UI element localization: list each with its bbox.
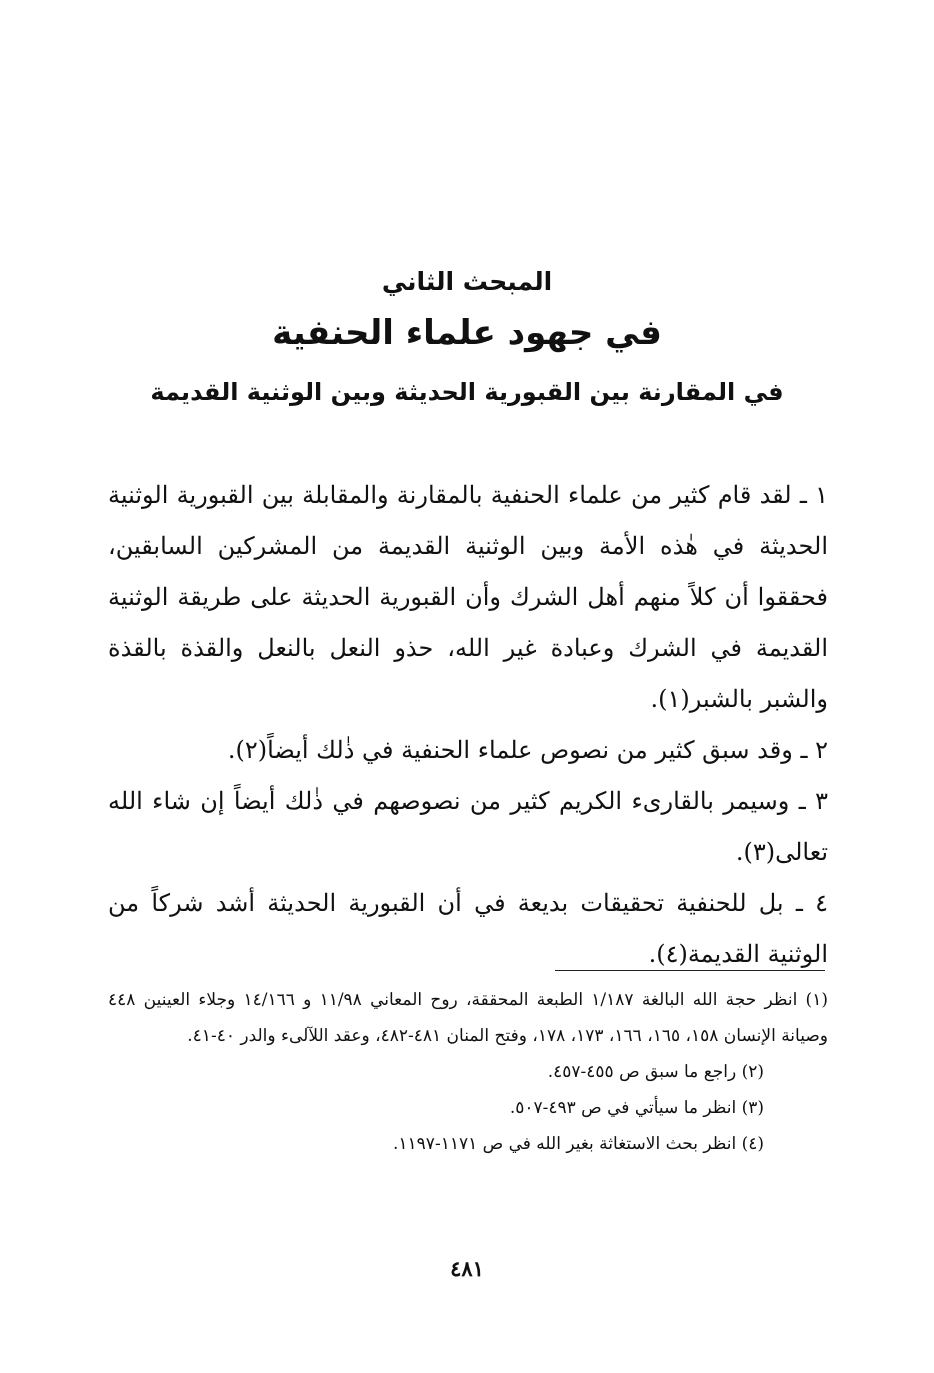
footnote-2: (٢) راجع ما سبق ص ٤٥٥-٤٥٧. — [547, 1062, 764, 1082]
footnote-3: (٣) انظر ما سيأتي في ص ٤٩٣-٥٠٧. — [509, 1098, 764, 1118]
footnotes — [108, 982, 828, 1162]
section-subsubtitle: في المقارنة بين القبورية الحديثة وبين الوثنية القديمة — [150, 378, 784, 406]
paragraph-2: ٢ ـ وقد سبق كثير من نصوص علماء الحنفية في ذٰلك أيضاً(٢). — [227, 736, 828, 764]
main-text — [108, 470, 828, 980]
page-number: ٤٨١ — [450, 1256, 484, 1281]
section-title: المبحث الثاني — [381, 267, 553, 296]
footnote-1: (١) انظر حجة الله البالغة ١/١٨٧ الطبعة المحققة، روح المعاني ١١/٩٨ و ١٤/١٦٦ وجلاء العينين ٤٤٨ وصيانة الإنسان ١٥٨، ١٦٥، ١٦٦، ١٧٣، ١٧٨، وفتح المنان ٤٨١-٤٨٢، وعقد اللآلىء والدر ٤٠-٤١. — [108, 990, 828, 1046]
paragraph-3: ٣ ـ وسيمر بالقارىء الكريم كثير من نصوصهم في ذٰلك أيضاً إن شاء الله تعالى(٣). — [108, 787, 828, 866]
footnote-4: (٤) انظر بحث الاستغاثة بغير الله في ص ١١٧١-١١٩٧. — [393, 1134, 764, 1154]
paragraph-4: ٤ ـ بل للحنفية تحقيقات بديعة في أن القبورية الحديثة أشد شركاً من الوثنية القديمة(٤). — [108, 889, 828, 968]
footnote-divider — [555, 970, 825, 971]
paragraph-1: ١ ـ لقد قام كثير من علماء الحنفية بالمقارنة والمقابلة بين القبورية الوثنية الحديثة في هٰذه الأمة وبين الوثنية القديمة من المشركين السابقين، فحققوا أن كلاً منهم أهل الشرك وأن القبورية الحديثة على طريقة الوثنية القديمة في الشرك وعبادة غير الله، حذو النعل بالنعل والقذة بالقذة والشبر بالشبر(١). — [108, 481, 828, 713]
section-heading — [110, 262, 824, 410]
section-subtitle: في جهود علماء الحنفية — [272, 313, 662, 353]
